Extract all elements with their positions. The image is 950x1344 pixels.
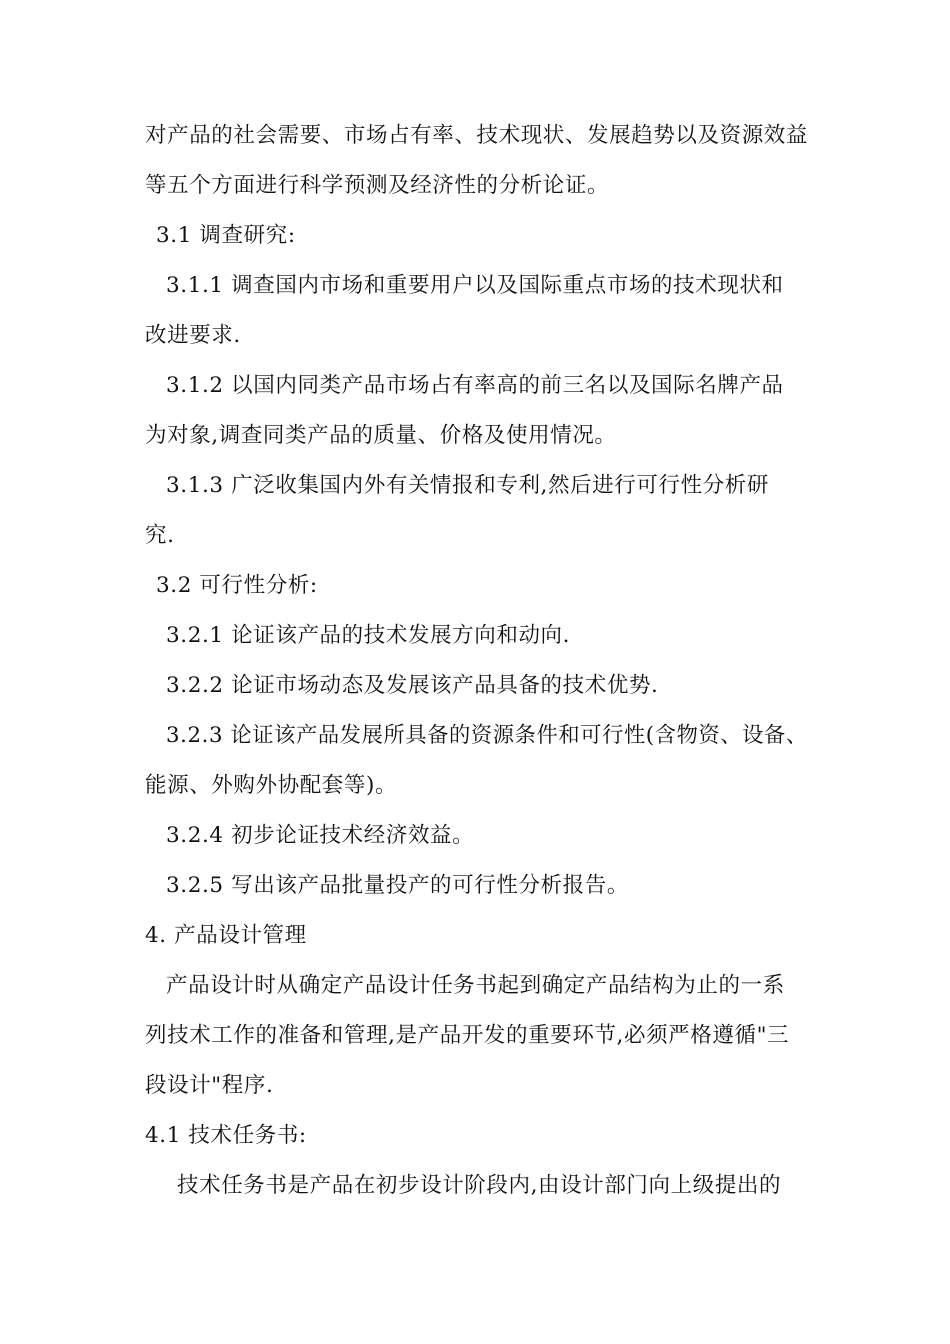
item-3-2-2: 3.2.2 论证市场动态及发展该产品具备的技术优势. [166, 673, 659, 698]
paragraph-4-1-line-1: 技术任务书是产品在初步设计阶段内,由设计部门向上级提出的 [177, 1173, 782, 1198]
section-heading-3-2: 3.2 可行性分析: [156, 573, 318, 598]
item-3-2-4: 3.2.4 初步论证技术经济效益。 [166, 823, 475, 848]
item-3-1-1: 3.1.1 调查国内市场和重要用户以及国际重点市场的技术现状和 [166, 273, 784, 298]
paragraph-line-1: 对产品的社会需要、市场占有率、技术现状、发展趋势以及资源效益 [145, 123, 809, 148]
item-3-2-3-cont: 能源、外购外协配套等)。 [145, 773, 398, 798]
paragraph-line-2: 等五个方面进行科学预测及经济性的分析论证。 [145, 173, 610, 198]
item-3-1-2-cont: 为对象,调查同类产品的质量、价格及使用情况。 [145, 423, 617, 448]
item-3-2-3: 3.2.3 论证该产品发展所具备的资源条件和可行性(含物资、设备、 [166, 723, 808, 748]
item-3-2-5: 3.2.5 写出该产品批量投产的可行性分析报告。 [166, 873, 629, 898]
section-heading-3-1: 3.1 调查研究: [156, 223, 296, 248]
item-3-1-2: 3.1.2 以国内同类产品市场占有率高的前三名以及国际名牌产品 [166, 373, 784, 398]
section-heading-4-1: 4.1 技术任务书: [145, 1123, 307, 1148]
item-3-1-3-cont: 究. [145, 523, 175, 548]
item-3-1-3: 3.1.3 广泛收集国内外有关情报和专利,然后进行可行性分析研 [166, 473, 769, 498]
section-heading-4: 4. 产品设计管理 [145, 923, 307, 948]
paragraph-4-line-3: 段设计"程序. [145, 1073, 274, 1098]
paragraph-4-line-2: 列技术工作的准备和管理,是产品开发的重要环节,必须严格遵循"三 [145, 1023, 790, 1048]
item-3-1-1-cont: 改进要求. [145, 323, 241, 348]
item-3-2-1: 3.2.1 论证该产品的技术发展方向和动向. [166, 623, 571, 648]
paragraph-4-line-1: 产品设计时从确定产品设计任务书起到确定产品结构为止的一系 [166, 973, 785, 998]
